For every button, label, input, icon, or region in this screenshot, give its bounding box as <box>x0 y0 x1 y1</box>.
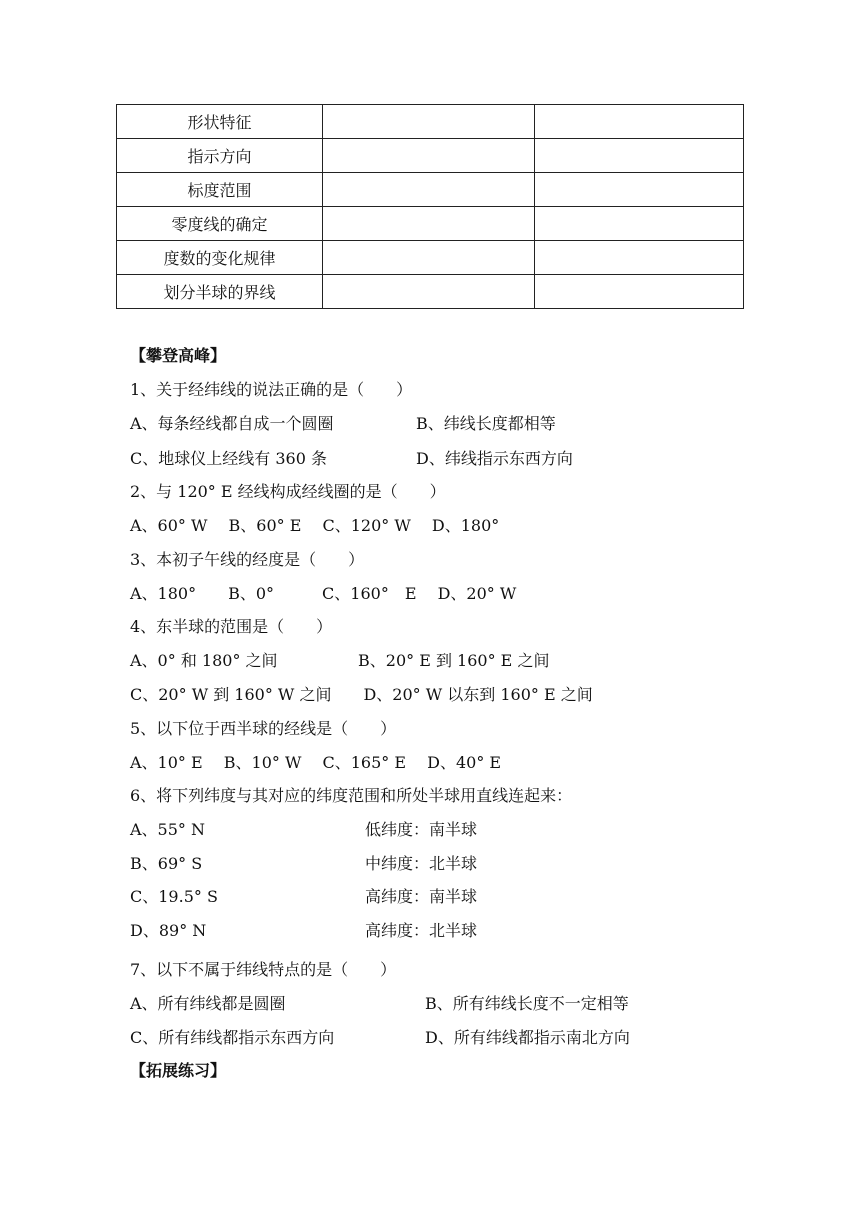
table-row <box>117 105 744 139</box>
question-1-option-a: A、每条经线都自成一个圆圈 <box>130 414 334 433</box>
blank-cell <box>323 207 535 241</box>
blank-cell <box>535 173 744 207</box>
question-3-options: A、180° B、0° C、160° E D、20° W <box>130 584 517 603</box>
blank-cell <box>535 105 744 139</box>
question-2-options: A、60° W B、60° E C、120° W D、180° <box>130 516 500 535</box>
blank-cell <box>535 275 744 309</box>
question-7-option-b: B、所有纬线长度不一定相等 <box>425 994 629 1013</box>
blank-cell <box>323 173 535 207</box>
table-row <box>117 139 744 173</box>
question-7-option-a: A、所有纬线都是圆圈 <box>130 994 286 1013</box>
row-label: 划分半球的界线 <box>117 275 323 309</box>
table-row <box>117 275 744 309</box>
question-6-left-d: D、89° N <box>130 921 207 940</box>
question-3-stem: 3、本初子午线的经度是（ ） <box>130 550 365 569</box>
question-7-stem: 7、以下不属于纬线特点的是（ ） <box>130 960 397 979</box>
question-6-left-b: B、69° S <box>130 854 203 873</box>
question-6-left-a: A、55° N <box>130 820 206 839</box>
section-heading-climb: 【攀登高峰】 <box>130 346 227 365</box>
row-label: 度数的变化规律 <box>117 241 323 275</box>
question-4-options-cd: C、20° W 到 160° W 之间 D、20° W 以东到 160° E 之间 <box>130 685 593 704</box>
row-label: 形状特征 <box>117 105 323 139</box>
question-2-stem: 2、与 120° E 经线构成经线圈的是（ ） <box>130 482 446 501</box>
question-1-option-c: C、地球仪上经线有 360 条 <box>130 449 327 468</box>
blank-cell <box>535 241 744 275</box>
row-label: 标度范围 <box>117 173 323 207</box>
question-5-options: A、10° E B、10° W C、165° E D、40° E <box>130 753 502 772</box>
question-4-option-b: B、20° E 到 160° E 之间 <box>358 651 550 670</box>
question-6-right-1: 低纬度：南半球 <box>365 820 478 839</box>
question-6-right-3: 高纬度：南半球 <box>365 887 478 906</box>
question-6-right-2: 中纬度：北半球 <box>365 854 478 873</box>
blank-cell <box>323 241 535 275</box>
section-heading-extend: 【拓展练习】 <box>130 1061 227 1080</box>
question-6-right-4: 高纬度：北半球 <box>365 921 478 940</box>
table-row <box>117 241 744 275</box>
question-1-stem: 1、关于经纬线的说法正确的是（ ） <box>130 380 413 399</box>
question-4-stem: 4、东半球的范围是（ ） <box>130 617 333 636</box>
blank-cell <box>323 139 535 173</box>
question-1-option-d: D、纬线指示东西方向 <box>416 449 573 468</box>
comparison-table <box>116 104 744 309</box>
blank-cell <box>323 105 535 139</box>
question-1-option-b: B、纬线长度都相等 <box>416 414 556 433</box>
row-label: 零度线的确定 <box>117 207 323 241</box>
table-row <box>117 173 744 207</box>
blank-cell <box>535 207 744 241</box>
question-6-stem: 6、将下列纬度与其对应的纬度范围和所处半球用直线连起来： <box>130 786 573 805</box>
question-6-left-c: C、19.5° S <box>130 887 218 906</box>
question-4-option-a: A、0° 和 180° 之间 <box>130 651 278 670</box>
row-label: 指示方向 <box>117 139 323 173</box>
blank-cell <box>535 139 744 173</box>
blank-cell <box>323 275 535 309</box>
question-5-stem: 5、以下位于西半球的经线是（ ） <box>130 719 397 738</box>
question-7-option-d: D、所有纬线都指示南北方向 <box>425 1028 630 1047</box>
question-7-option-c: C、所有纬线都指示东西方向 <box>130 1028 335 1047</box>
table-row <box>117 207 744 241</box>
